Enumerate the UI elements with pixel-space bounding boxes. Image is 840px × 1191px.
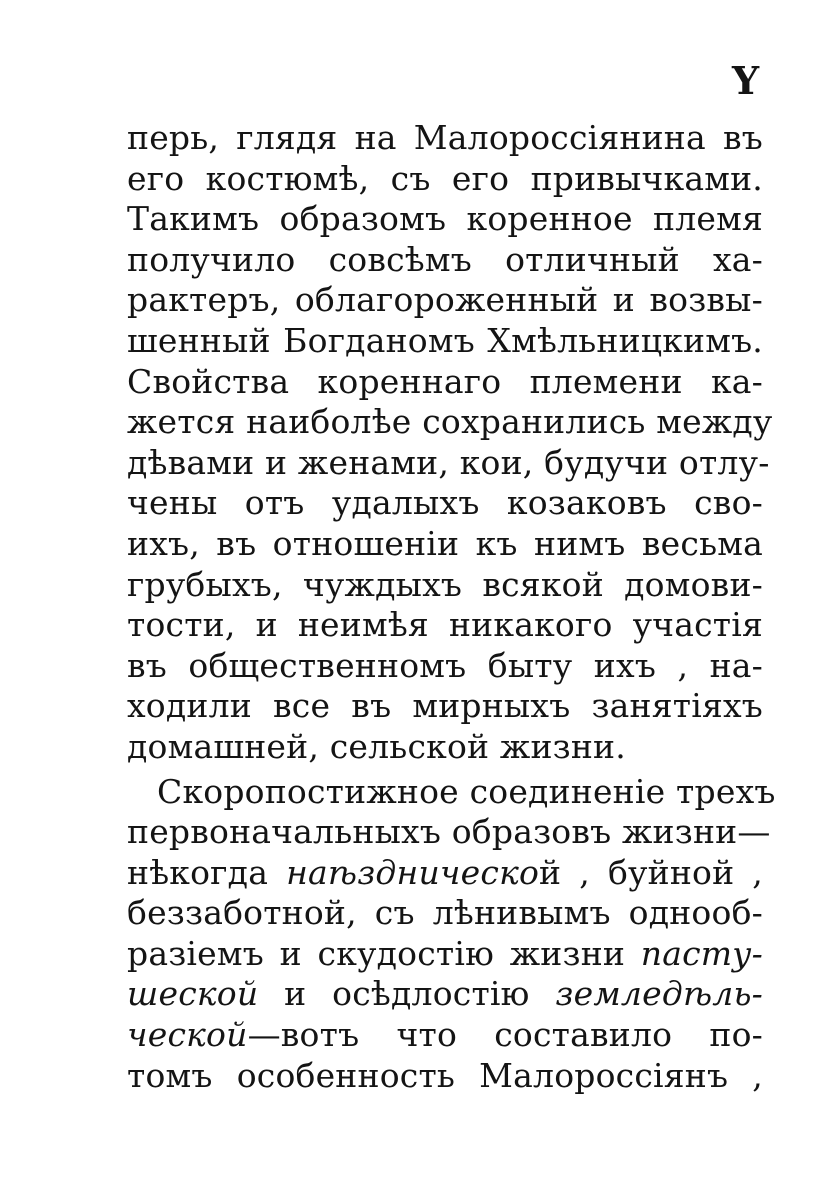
text-segment: разіемъ и скудостію жизни <box>127 933 641 973</box>
text-line <box>127 362 763 403</box>
text-line <box>127 974 763 1015</box>
text-segment: ихъ, въ отношеніи къ нимъ весьма <box>127 523 763 563</box>
text-segment: й , буйной , <box>539 852 763 892</box>
text-line <box>127 118 763 159</box>
italic-text: шеской <box>127 974 259 1014</box>
text-line <box>127 812 771 853</box>
text-line <box>127 934 763 975</box>
text-line <box>127 442 770 484</box>
italic-text: земледѣль- <box>555 974 763 1014</box>
text-segment: тости, и неимѣя никакого участія <box>127 605 763 645</box>
text-segment: шенный Богданомъ Хмѣльницкимъ. <box>127 320 763 360</box>
text-segment: ходили все въ мирныхъ занятіяхъ <box>127 686 763 726</box>
text-segment: —вотъ что составило по- <box>247 1015 763 1055</box>
text-line <box>127 565 763 606</box>
paragraph <box>127 771 776 1097</box>
italic-text: пасту- <box>640 933 763 973</box>
text-line <box>127 1015 763 1056</box>
text-line <box>127 321 763 362</box>
text-line <box>127 893 763 934</box>
text-line <box>127 402 773 443</box>
text-line <box>127 483 763 524</box>
text-segment: Свойства кореннаго племени ка- <box>127 361 763 401</box>
text-segment: жется наиболѣе сохранились между <box>127 402 773 442</box>
text-line <box>127 646 763 687</box>
italic-text: ческой <box>127 1015 248 1055</box>
text-line <box>127 727 763 768</box>
text-segment: томъ особенность Малороссіянъ , <box>127 1055 763 1095</box>
text-line <box>127 771 776 813</box>
text-segment: въ общественномъ быту ихъ , на- <box>127 645 763 685</box>
text-line <box>127 159 763 200</box>
text-segment: грубыхъ, чуждыхъ всякой домови- <box>127 564 763 604</box>
text-segment: первоначальныхъ образовъ жизни— <box>127 812 771 852</box>
text-line <box>127 686 763 727</box>
text-segment: нѣкогда <box>127 852 287 892</box>
text-line <box>127 280 763 321</box>
text-line <box>127 199 763 240</box>
text-segment: Скоропостижное соединеніе трехъ <box>157 771 776 811</box>
text-line <box>127 605 763 646</box>
text-segment: Такимъ образомъ коренное племя <box>127 199 763 239</box>
text-line <box>127 240 763 281</box>
text-line <box>127 524 763 565</box>
text-segment: получило совсѣмъ отличный ха- <box>127 239 763 279</box>
page-number: Y <box>732 58 760 103</box>
text-segment: чены отъ удалыхъ козаковъ сво- <box>127 483 763 523</box>
text-segment: домашней, сельской жизни. <box>127 726 626 766</box>
text-line <box>127 853 763 894</box>
text-segment: перь, глядя на Малороссіянина въ <box>127 118 763 157</box>
text-segment: дѣвами и женами, кои, будучи отлу- <box>127 442 770 482</box>
italic-text: наѣздническо <box>286 852 540 892</box>
text-segment: рактеръ, облагороженный и возвы- <box>127 280 763 320</box>
text-segment: и осѣдлостію <box>258 974 556 1014</box>
paragraph <box>127 118 773 768</box>
text-line <box>127 1056 763 1097</box>
text-segment: беззаботной, съ лѣнивымъ однооб- <box>127 893 763 933</box>
body-text <box>127 118 776 1096</box>
text-segment: его костюмѣ, съ его привычками. <box>127 158 763 198</box>
